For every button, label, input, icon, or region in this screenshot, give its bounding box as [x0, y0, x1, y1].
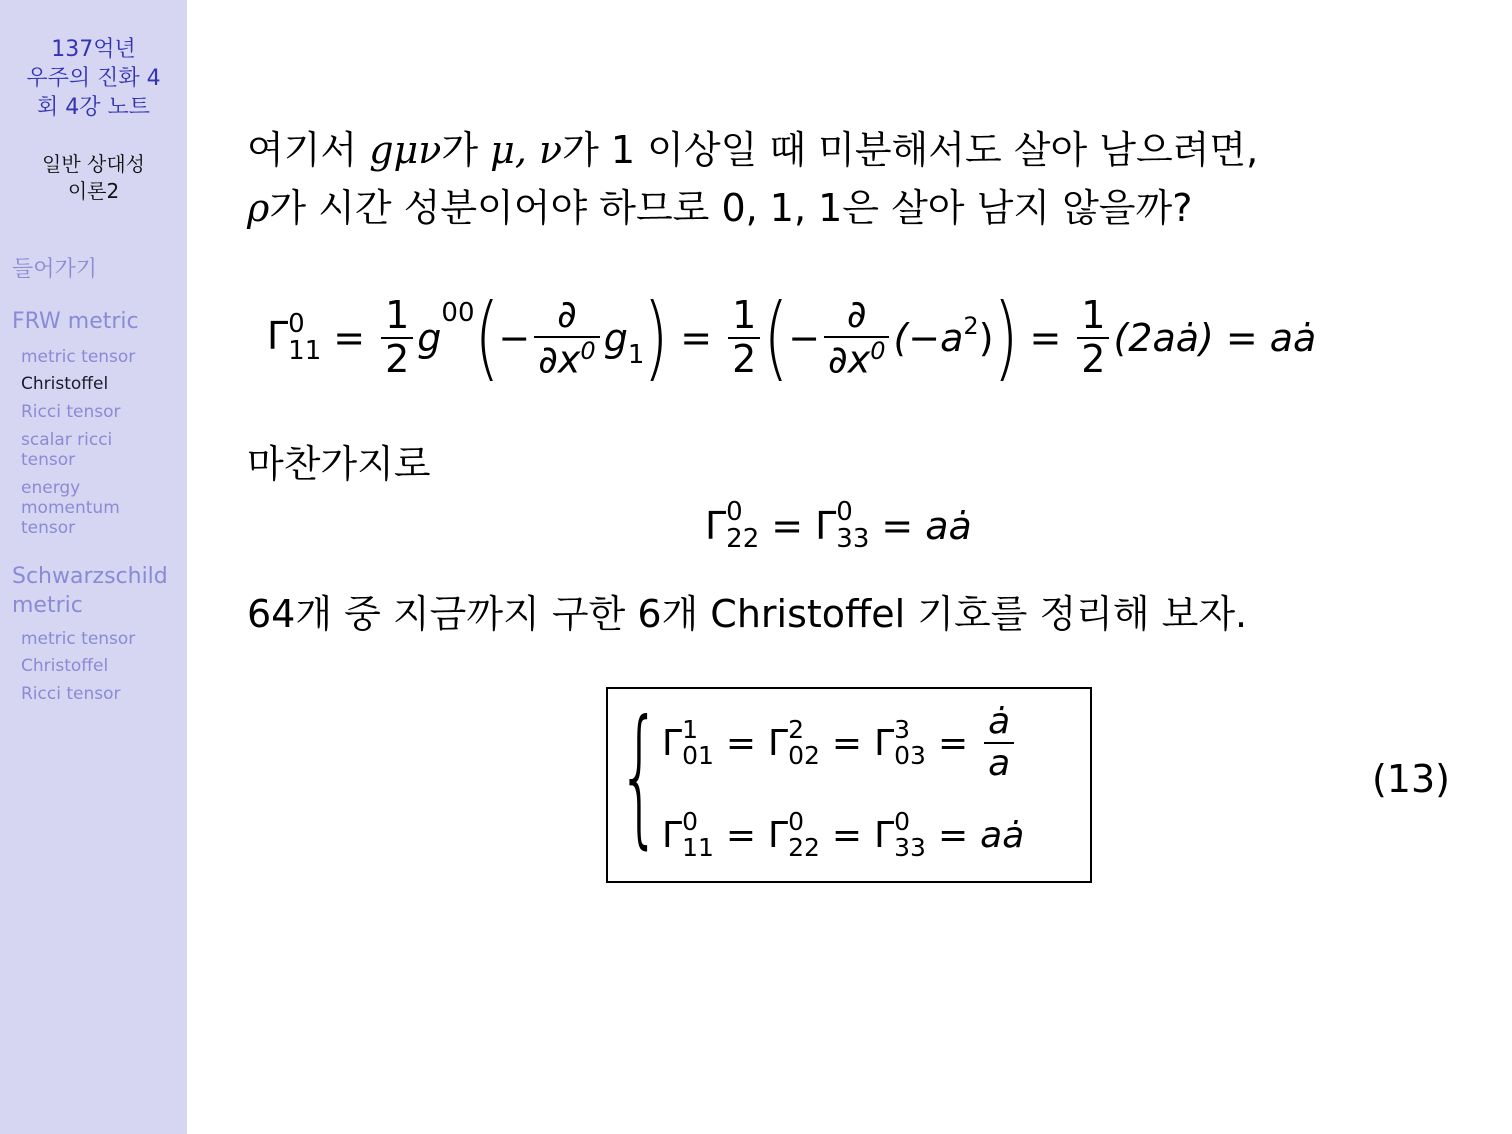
system-row-2: Γ 0 11 = Γ 0 22 = Γ 0 33 = aȧ: [662, 806, 1025, 862]
paragraph-1-line-1: [247, 122, 1258, 178]
equation-gamma-0-11: Γ 0 11 = $\frac{1}{2}$ g $^{00}$ ( − $\frac{\partial}{\partial x^0}$ g $_1$ ) = $\frac{1}{2}$ ( − $\frac{\partial}{\partial x^0}$ (−a $^2$ ) ) = $\frac{1}{2}$ (2aȧ) = aȧ: [267, 284, 1317, 391]
paragraph-1-line-2: [247, 180, 1192, 236]
sidebar-item-schw-ricci-tensor[interactable]: Ricci tensor: [21, 684, 121, 704]
paragraph-2: 마찬가지로: [247, 442, 431, 486]
sidebar-title-line-1[interactable]: 137억년: [51, 37, 136, 62]
sidebar-item-frw-ricci-tensor[interactable]: Ricci tensor: [21, 402, 121, 422]
sidebar-navigation: [0, 0, 187, 1134]
text-segment: 가 시간 성분이어야 하므로 0, 1, 1은 살아 남지 않을까?: [269, 186, 1193, 230]
result-a-adot: aȧ: [925, 504, 972, 548]
fraction-half: $\frac{1}{2}$: [1077, 295, 1109, 381]
fraction-half: $\frac{1}{2}$: [381, 295, 413, 381]
equation-number: (13): [1371, 757, 1450, 801]
sidebar-item-frw-energy-momentum[interactable]: energy momentum tensor: [21, 478, 120, 538]
sidebar-item-schw-christoffel[interactable]: Christoffel: [21, 656, 109, 676]
result-a-adot: aȧ: [980, 814, 1025, 856]
sidebar-subtitle-line-2[interactable]: 이론2: [67, 179, 120, 203]
sidebar-item-frw-christoffel[interactable]: Christoffel: [21, 374, 109, 394]
two-a-adot: (2aȧ): [1113, 316, 1214, 360]
equation-gamma-0-22-33: Γ 0 22 = Γ 0 33 = aȧ: [705, 496, 972, 554]
fraction-half: $\frac{1}{2}$: [728, 295, 760, 381]
metric-g: g: [603, 316, 628, 360]
text-segment: 여기서: [247, 128, 370, 172]
sidebar-item-schw-metric-tensor[interactable]: metric tensor: [21, 629, 136, 649]
sidebar-section-frw-metric[interactable]: FRW metric: [12, 309, 139, 334]
paragraph-3: 64개 중 지금까지 구한 6개 Christoffel 기호를 정리해 보자.: [247, 592, 1248, 636]
boxed-equation-system: [606, 687, 1092, 883]
math-mu-nu: μ, ν: [490, 128, 563, 172]
sidebar-item-frw-metric-tensor[interactable]: metric tensor: [21, 347, 136, 367]
sidebar-title-line-3[interactable]: 회 4강 노트: [37, 95, 150, 120]
superscript: 00: [441, 298, 475, 328]
sidebar-item-frw-scalar-ricci[interactable]: scalar ricci tensor: [21, 430, 113, 470]
left-brace: {: [618, 689, 661, 863]
fraction-adot-over-a: $\frac{ȧ}{a}$: [984, 702, 1014, 783]
result-a-adot: aȧ: [1269, 316, 1317, 360]
fraction-partial: $\frac{\partial}{\partial x^0}$: [534, 294, 599, 381]
math-rho: ρ: [247, 186, 270, 230]
gamma-symbol: Γ 0 11: [267, 308, 322, 366]
sidebar-section-intro[interactable]: 들어가기: [12, 257, 98, 282]
text-segment: 가: [441, 128, 491, 172]
minus-a-squared: (−a: [893, 316, 964, 360]
sidebar-subtitle-line-1[interactable]: 일반 상대성: [42, 152, 145, 176]
sidebar-title-line-2[interactable]: 우주의 진화 4: [26, 66, 161, 91]
fraction-partial: $\frac{\partial}{\partial x^0}$: [824, 294, 889, 381]
sidebar-section-schwarzschild[interactable]: Schwarzschild metric: [12, 564, 168, 618]
math-g-mu-nu: gμν: [369, 128, 442, 172]
subscript: 1: [627, 340, 645, 370]
text-segment: 가 1 이상일 때 미분해서도 살아 남으려면,: [562, 128, 1259, 172]
system-row-1: Γ 1 01 = Γ 2 02 = Γ 3 03 = $\frac{ȧ}{a}$: [662, 703, 1018, 783]
superscript: 2: [963, 312, 979, 340]
metric-g: g: [417, 316, 442, 360]
slide-content: [187, 0, 1512, 1134]
close-paren: ): [978, 316, 994, 360]
